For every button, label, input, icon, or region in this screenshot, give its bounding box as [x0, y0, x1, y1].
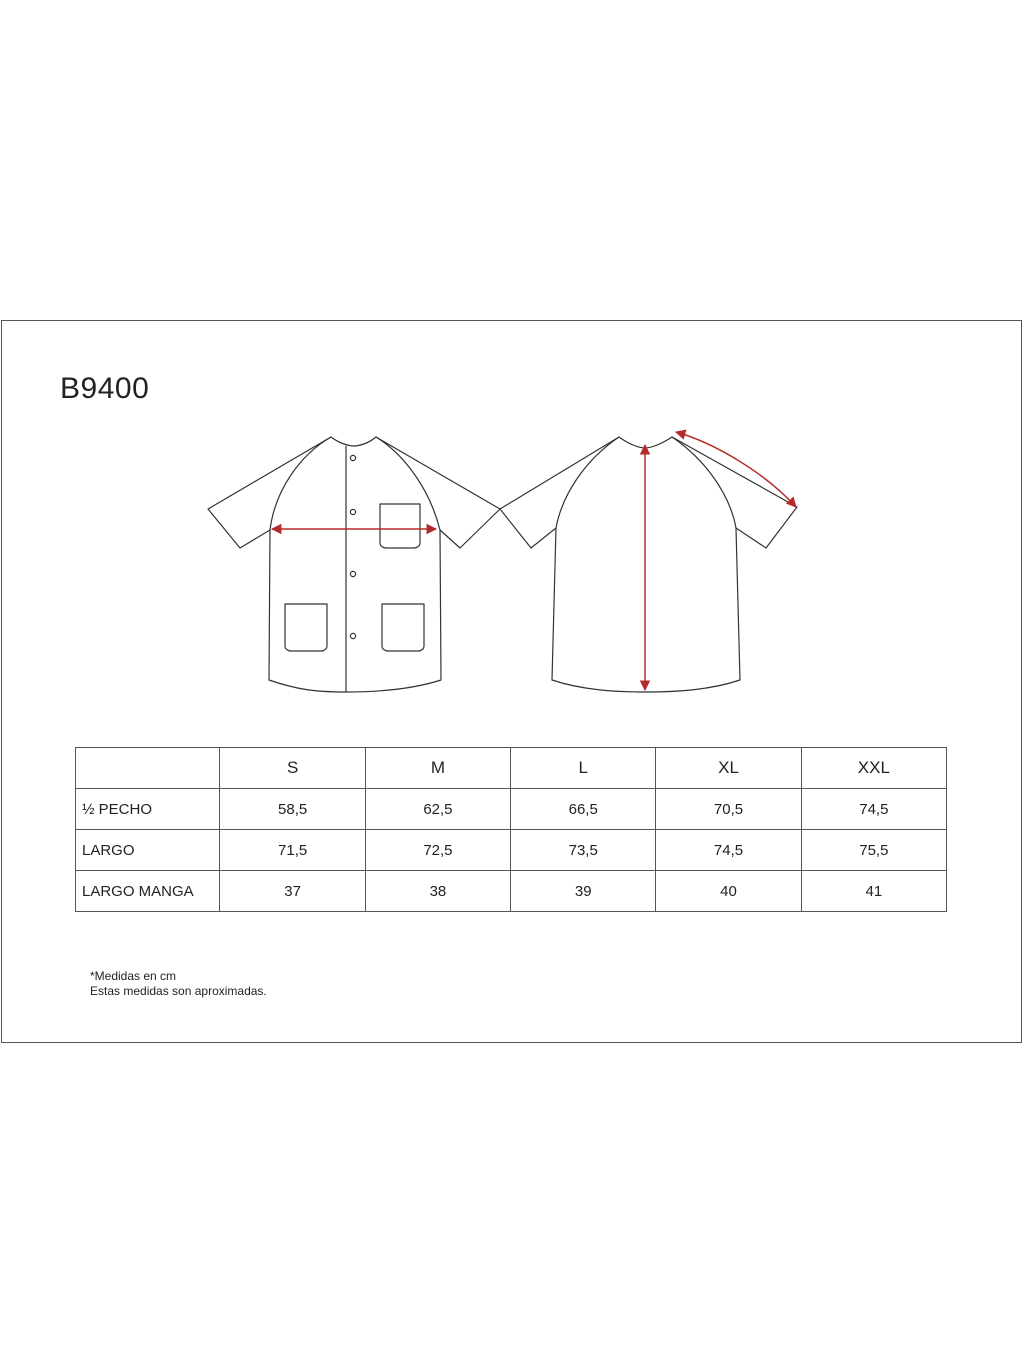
size-header-row [76, 748, 947, 789]
cell-value: 71,5 [220, 830, 365, 871]
cell-value: 38 [365, 871, 510, 912]
measurement-notes [90, 969, 267, 999]
row-label: LARGO [76, 830, 220, 871]
table-row [76, 830, 947, 871]
left-lower-pocket [285, 604, 327, 651]
product-code: B9400 [60, 372, 150, 405]
size-header-m: M [365, 748, 510, 789]
size-header-xl: XL [656, 748, 801, 789]
back-outline [500, 437, 797, 692]
cell-value: 39 [511, 871, 656, 912]
cell-value: 62,5 [365, 789, 510, 830]
size-header-s: S [220, 748, 365, 789]
cell-value: 41 [801, 871, 946, 912]
button-2 [350, 509, 355, 514]
chest-pocket [380, 504, 420, 548]
front-outline [208, 437, 500, 692]
cell-value: 73,5 [511, 830, 656, 871]
size-header-l: L [511, 748, 656, 789]
row-label: LARGO MANGA [76, 871, 220, 912]
button-4 [350, 633, 355, 638]
front-right-raglan-seam [376, 437, 440, 530]
note-approximate: Estas medidas son aproximadas. [90, 984, 267, 998]
cell-value: 58,5 [220, 789, 365, 830]
cell-value: 72,5 [365, 830, 510, 871]
table-row [76, 789, 947, 830]
front-view [208, 437, 500, 692]
button-1 [350, 455, 355, 460]
cell-value: 74,5 [801, 789, 946, 830]
size-header-xxl: XXL [801, 748, 946, 789]
cell-value: 40 [656, 871, 801, 912]
corner-cell [76, 748, 220, 789]
front-left-raglan-seam [270, 437, 331, 530]
cell-value: 74,5 [656, 830, 801, 871]
cell-value: 66,5 [511, 789, 656, 830]
right-lower-pocket [382, 604, 424, 651]
size-table [75, 747, 947, 912]
button-3 [350, 571, 355, 576]
table-row [76, 871, 947, 912]
back-right-raglan-seam [672, 437, 736, 528]
note-units: *Medidas en cm [90, 969, 177, 983]
cell-value: 37 [220, 871, 365, 912]
row-label: ½ PECHO [76, 789, 220, 830]
cell-value: 70,5 [656, 789, 801, 830]
back-left-raglan-seam [556, 437, 619, 528]
back-view [500, 437, 797, 692]
cell-value: 75,5 [801, 830, 946, 871]
